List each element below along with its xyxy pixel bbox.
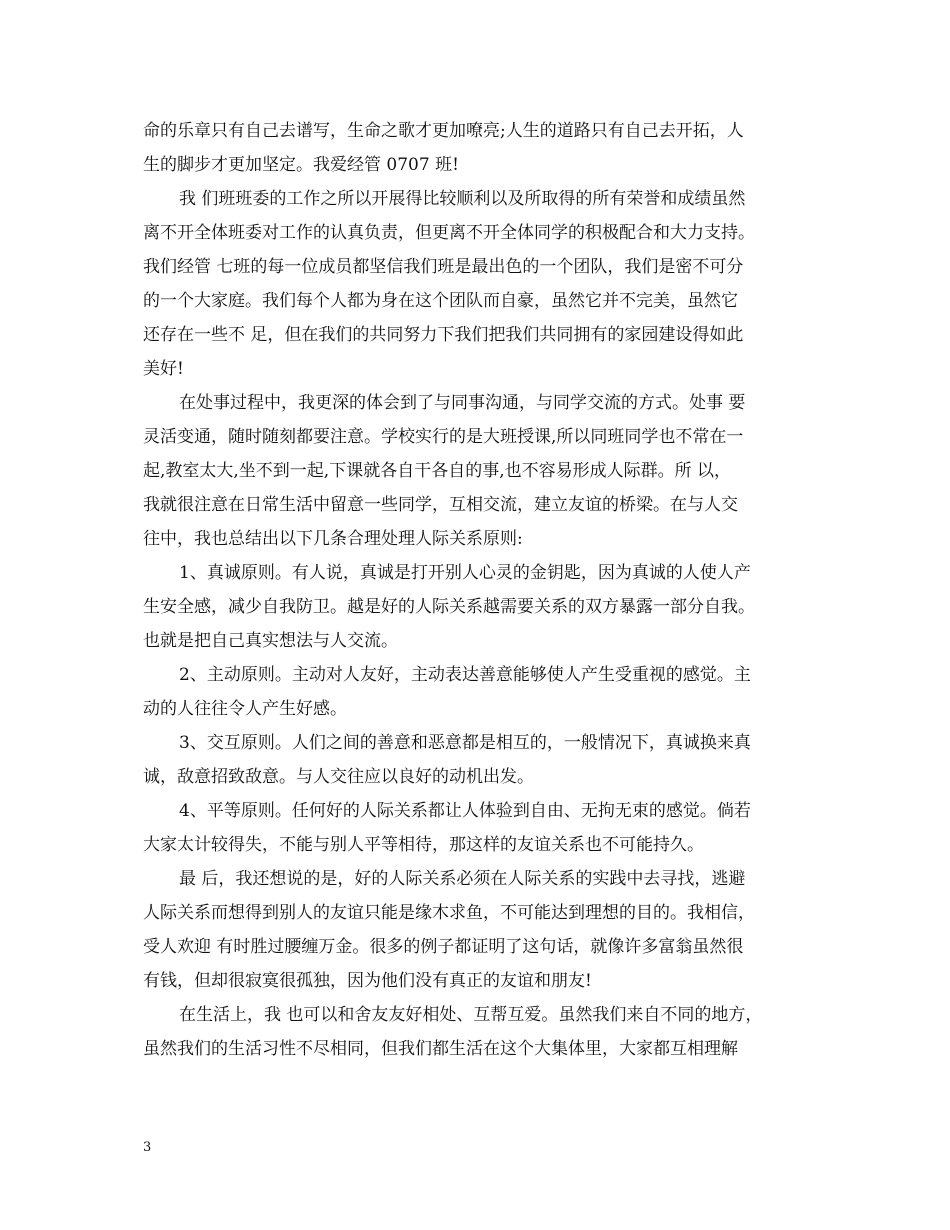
text-line: 离不开全体班委对工作的认真负责，但更离不开全体同学的积极配合和大力支持。 xyxy=(143,223,755,243)
text-line: 3、交互原则。人们之间的善意和恶意都是相互的，一般情况下，真诚换来真 xyxy=(179,733,751,753)
text-line: 灵活变通，随时随刻都要注意。学校实行的是大班授课,所以同班同学也不常在一 xyxy=(143,427,744,447)
text-line: 起,教室太大,坐不到一起,下课就各自干各自的事,也不容易形成人际群。所 以， xyxy=(143,461,732,481)
text-line: 2、主动原则。主动对人友好，主动表达善意能够使人产生受重视的感觉。主 xyxy=(179,665,751,685)
text-line: 还存在一些不 足，但在我们的共同努力下我们把我们共同拥有的家园建设得如此 xyxy=(143,325,744,345)
text-line: 在处事过程中，我更深的体会到了与同事沟通，与同学交流的方式。处事 要 xyxy=(179,393,746,413)
text-line: 在生活上，我 也可以和舍友友好相处、互帮互爱。虽然我们来自不同的地方， xyxy=(179,1005,763,1025)
text-line: 人际关系而想得到别人的友谊只能是缘木求鱼，不可能达到理想的目的。我相信， xyxy=(143,903,755,923)
text-line: 虽然我们的生活习性不尽相同，但我们都生活在这个大集体里，大家都互相理解 xyxy=(143,1039,738,1059)
text-line: 的一个大家庭。我们每个人都为身在这个团队而自豪，虽然它并不完美，虽然它 xyxy=(143,291,738,311)
text-line: 4、平等原则。任何好的人际关系都让人体验到自由、无拘无束的感觉。倘若 xyxy=(179,801,751,821)
text-line: 诚，敌意招致敌意。与人交往应以良好的动机出发。 xyxy=(143,767,534,787)
text-line: 我们经管 七班的每一位成员都坚信我们班是最出色的一个团队，我们是密不可分 xyxy=(143,257,744,277)
text-line: 命的乐章只有自己去谱写，生命之歌才更加嘹亮;人生的道路只有自己去开拓，人 xyxy=(143,121,744,141)
text-line: 我 们班班委的工作之所以开展得比较顺利以及所取得的所有荣誉和成绩虽然 xyxy=(179,189,746,209)
text-line: 我就很注意在日常生活中留意一些同学，互相交流，建立友谊的桥梁。在与人交 xyxy=(143,495,738,515)
text-line: 生的脚步才更加坚定。我爱经管 0707 班! xyxy=(143,155,459,175)
text-line: 有钱，但却很寂寞很孤独，因为他们没有真正的友谊和朋友! xyxy=(143,971,592,991)
text-line: 动的人往往令人产生好感。 xyxy=(143,699,347,719)
text-line: 受人欢迎 有时胜过腰缠万金。很多的例子都证明了这句话，就像许多富翁虽然很 xyxy=(143,937,744,957)
text-line: 1、真诚原则。有人说，真诚是打开别人心灵的金钥匙，因为真诚的人使人产 xyxy=(179,563,751,583)
text-line: 大家太计较得失，不能与别人平等相待，那这样的友谊关系也不可能持久。 xyxy=(143,835,704,855)
page-number: 3 xyxy=(143,1140,152,1155)
text-line: 最 后，我还想说的是，好的人际关系必须在人际关系的实践中去寻找，逃避 xyxy=(179,869,746,889)
text-line: 美好! xyxy=(143,359,184,379)
text-line: 往中，我也总结出以下几条合理处理人际关系原则: xyxy=(143,529,523,549)
text-line: 也就是把自己真实想法与人交流。 xyxy=(143,631,398,651)
text-line: 生安全感，减少自我防卫。越是好的人际关系越需要关系的双方暴露一部分自我。 xyxy=(143,597,755,617)
body-text xyxy=(143,114,815,1066)
